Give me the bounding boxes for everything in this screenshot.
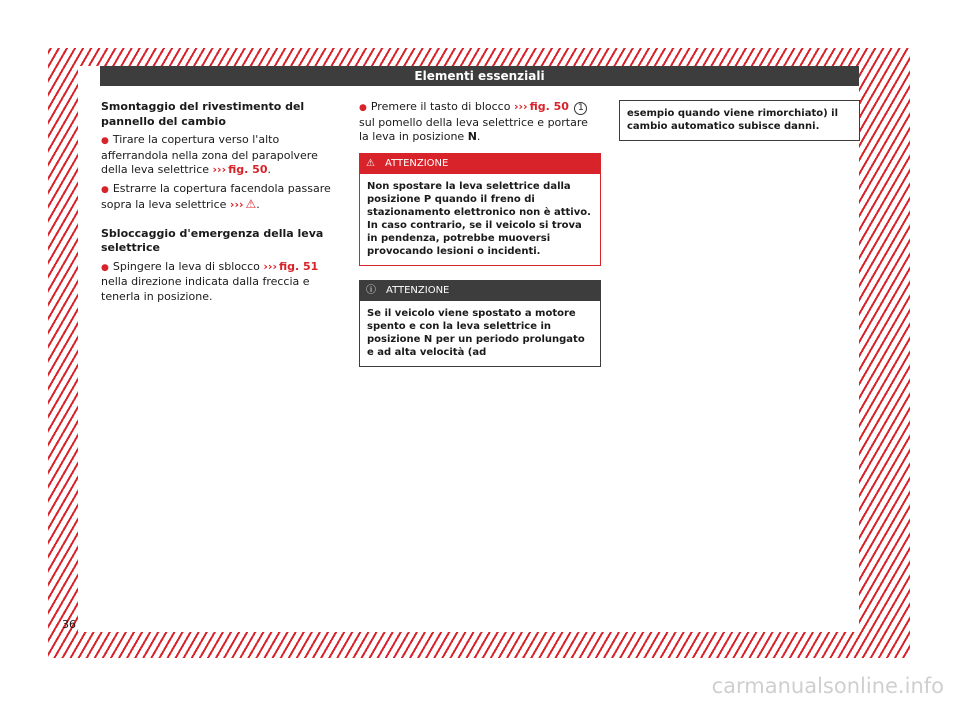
warning-continuation-text: esempio quando viene rimorchiato) il cambio automatico subisce danni. [627,108,839,132]
figure-link[interactable]: fig. 51 [278,259,319,273]
list-item: ● Tirare la copertura verso l'alto afferrandola nella zona del parapolvere della leva selettrice ››› fig. 50. [101,133,318,176]
warning-icon: ⚠ [366,157,375,169]
figure-link[interactable]: fig. 50 [228,163,268,176]
column-3 [619,100,860,141]
page-number: 36 [62,618,76,631]
arrows-icon: ››› [212,163,227,176]
info-icon: ⓘ [366,284,376,296]
bullet-icon: ● [101,184,109,195]
warning-continuation-box [619,100,860,141]
watermark: carmanualsonline.info [711,674,944,698]
warning-box-grey [359,280,601,367]
list-item: ● Premere il tasto di blocco ››› fig. 50 1 sul pomello della leva selettrice e portare la leva in posizione N. [359,100,588,143]
list-item: ● Estrarre la copertura facendola passare sopra la leva selettrice ››› ⚠. [101,181,331,211]
warning-box-body: Se il veicolo viene spostato a motore spento e con la leva selettrice in posizione N per un periodo prolungato e ad alta velocità (ad [367,307,585,358]
warning-box [359,153,601,266]
arrows-icon: ››› [229,198,244,211]
bullet-icon: ● [101,136,109,146]
column-2 [359,100,601,367]
arrows-icon: ››› [263,259,277,273]
warning-icon[interactable]: ⚠ [245,197,257,211]
list-item: ● Spingere la leva di sblocco ››› fig. 51 nella direzione indicata dalla freccia e tenerla in posizione. [101,259,319,303]
bullet-icon: ● [101,262,109,273]
bullet-icon: ● [359,103,367,113]
page-header: Elementi essenziali [100,66,859,86]
arrows-icon: ››› [513,100,528,113]
callout-number: 1 [574,102,587,115]
warning-box-header: ⚠ ATTENZIONE [360,154,600,174]
column-1 [101,100,339,308]
warning-box-header: ⓘ ATTENZIONE [360,281,600,301]
section-heading-removal: Smontaggio del rivestimento del pannello del cambio [101,100,305,128]
warning-box-body: Non spostare la leva selettrice dalla posizione P quando il freno di stazionamento elettronico non è attivo. In caso contrario, se il veicolo si trova in pendenza, potrebbe muoversi provocando lesioni o incidenti. [367,180,591,257]
figure-link[interactable]: fig. 50 [529,100,569,113]
section-heading-emergency: Sbloccaggio d'emergenza della leva selettrice [101,226,324,254]
